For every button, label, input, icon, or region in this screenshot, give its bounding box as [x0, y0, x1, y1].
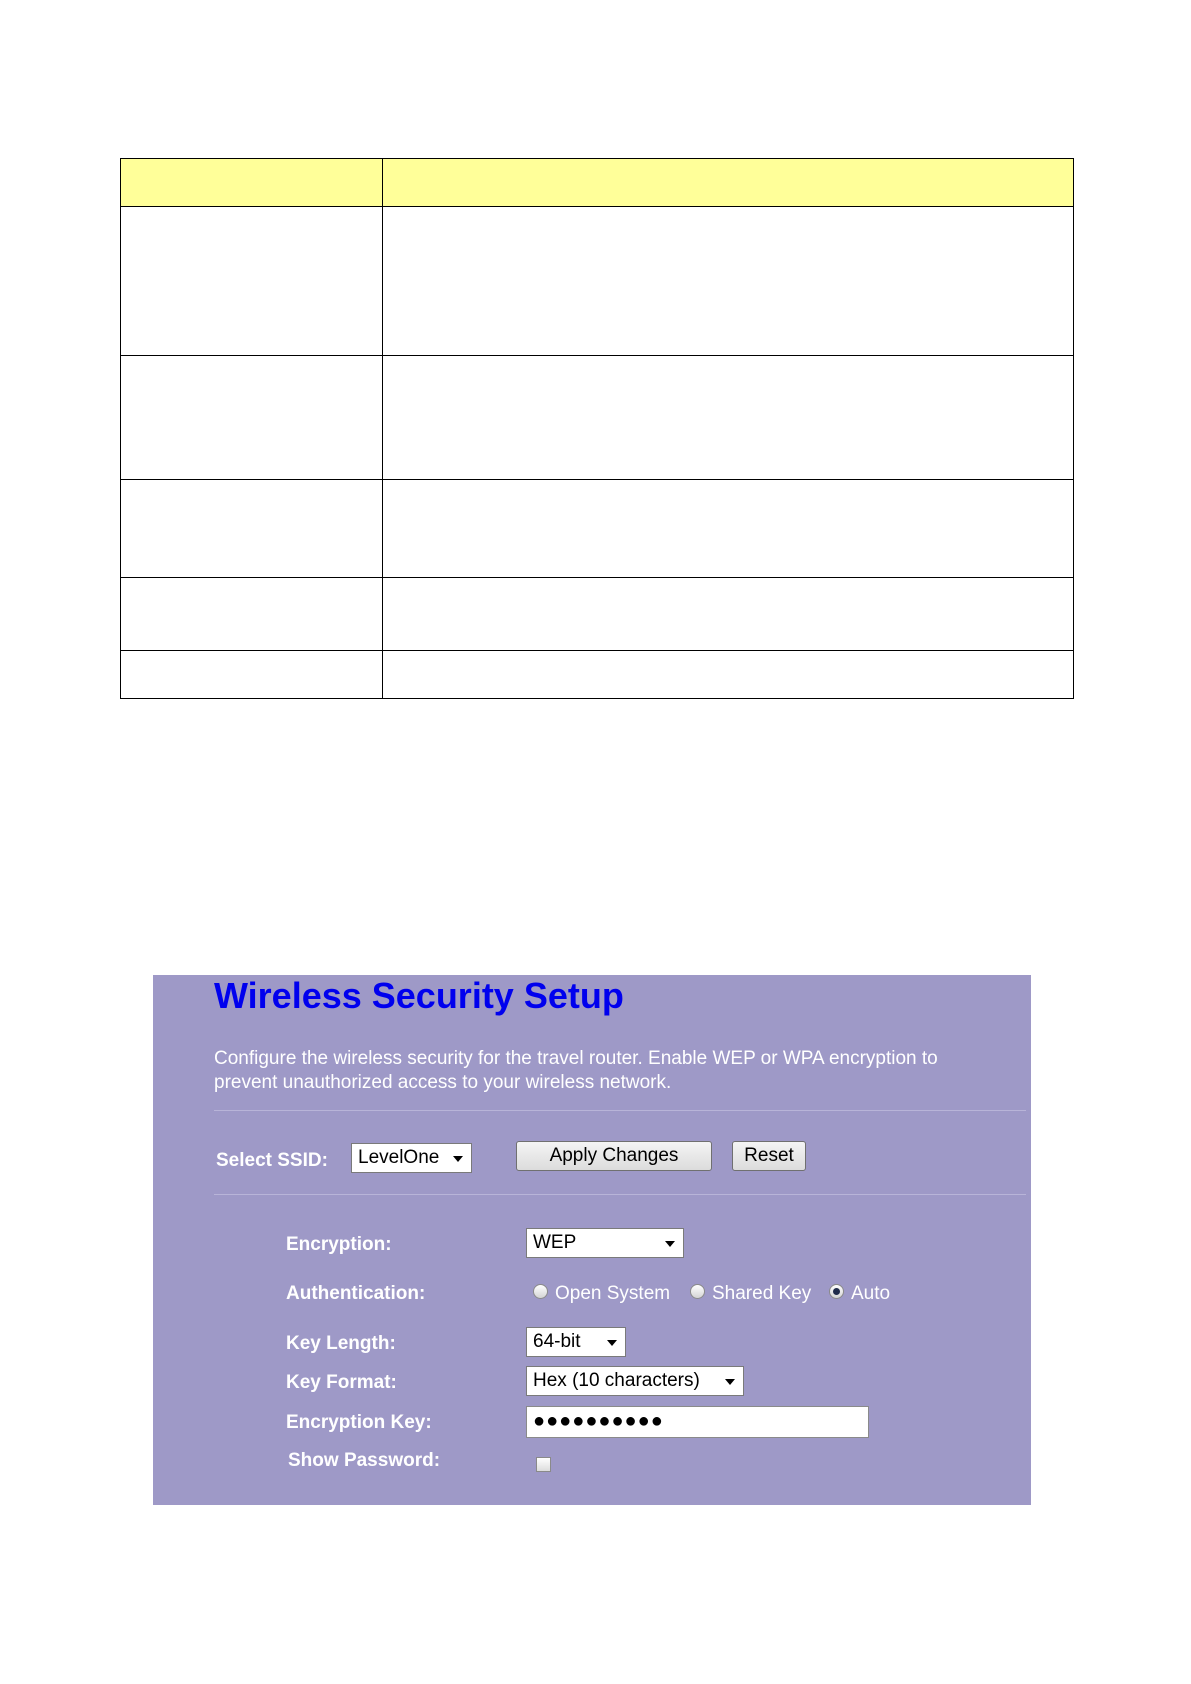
table-cell: [121, 356, 383, 480]
page-description: Configure the wireless security for the travel router. Enable WEP or WPA encryption to prevent unauthorized access to your wireless network.: [214, 1048, 938, 1093]
table-cell: [383, 356, 1074, 480]
encryption-label: Encryption:: [286, 1234, 392, 1255]
encryption-key-label: Encryption Key:: [286, 1412, 432, 1433]
auth-option-auto[interactable]: [829, 1283, 890, 1305]
radio-button-selected[interactable]: [829, 1284, 844, 1299]
radio-button[interactable]: [690, 1284, 705, 1299]
reset-button[interactable]: Reset: [732, 1141, 806, 1171]
table-row: [121, 651, 1074, 699]
encryption-key-input[interactable]: ●●●●●●●●●●: [526, 1406, 869, 1438]
key-length-select-value: 64-bit: [533, 1331, 581, 1352]
encryption-select-value: WEP: [533, 1232, 577, 1253]
table-header-cell: [121, 159, 383, 207]
select-ssid-label: Select SSID:: [216, 1150, 328, 1171]
auth-option-label: Shared Key: [712, 1283, 812, 1304]
chevron-down-icon: [453, 1156, 463, 1162]
encryption-select[interactable]: [526, 1228, 684, 1258]
apply-changes-button[interactable]: Apply Changes: [516, 1141, 712, 1171]
document-table: [120, 158, 1074, 699]
divider: [214, 1194, 1026, 1195]
auth-option-shared-key[interactable]: [690, 1283, 811, 1305]
authentication-label: Authentication:: [286, 1283, 426, 1304]
table-cell: [121, 651, 383, 699]
radio-button[interactable]: [533, 1284, 548, 1299]
show-password-checkbox[interactable]: [536, 1457, 551, 1472]
table-row: [121, 356, 1074, 480]
chevron-down-icon: [725, 1379, 735, 1385]
table-cell: [121, 480, 383, 578]
key-length-select[interactable]: [526, 1327, 626, 1357]
ssid-select-value: LevelOne: [358, 1147, 440, 1168]
key-format-select[interactable]: [526, 1366, 744, 1396]
table-cell: [383, 578, 1074, 651]
table-row: [121, 480, 1074, 578]
table-cell: [121, 578, 383, 651]
show-password-label: Show Password:: [288, 1450, 441, 1471]
chevron-down-icon: [607, 1340, 617, 1346]
key-format-label: Key Format:: [286, 1372, 397, 1393]
chevron-down-icon: [665, 1241, 675, 1247]
table-cell: [383, 207, 1074, 356]
auth-option-open-system[interactable]: [533, 1283, 670, 1305]
auth-option-label: Open System: [555, 1283, 671, 1304]
table-row: [121, 207, 1074, 356]
table-header-cell: [383, 159, 1074, 207]
divider: [214, 1110, 1026, 1111]
auth-option-label: Auto: [851, 1283, 891, 1304]
key-length-label: Key Length:: [286, 1333, 396, 1354]
table-cell: [383, 480, 1074, 578]
table-header-row: [121, 159, 1074, 207]
page-title: Wireless Security Setup: [214, 975, 624, 1016]
table-cell: [383, 651, 1074, 699]
table-cell: [121, 207, 383, 356]
table-row: [121, 578, 1074, 651]
key-format-select-value: Hex (10 characters): [533, 1370, 700, 1391]
ssid-select[interactable]: [351, 1143, 472, 1173]
wireless-security-panel: [153, 975, 1031, 1505]
